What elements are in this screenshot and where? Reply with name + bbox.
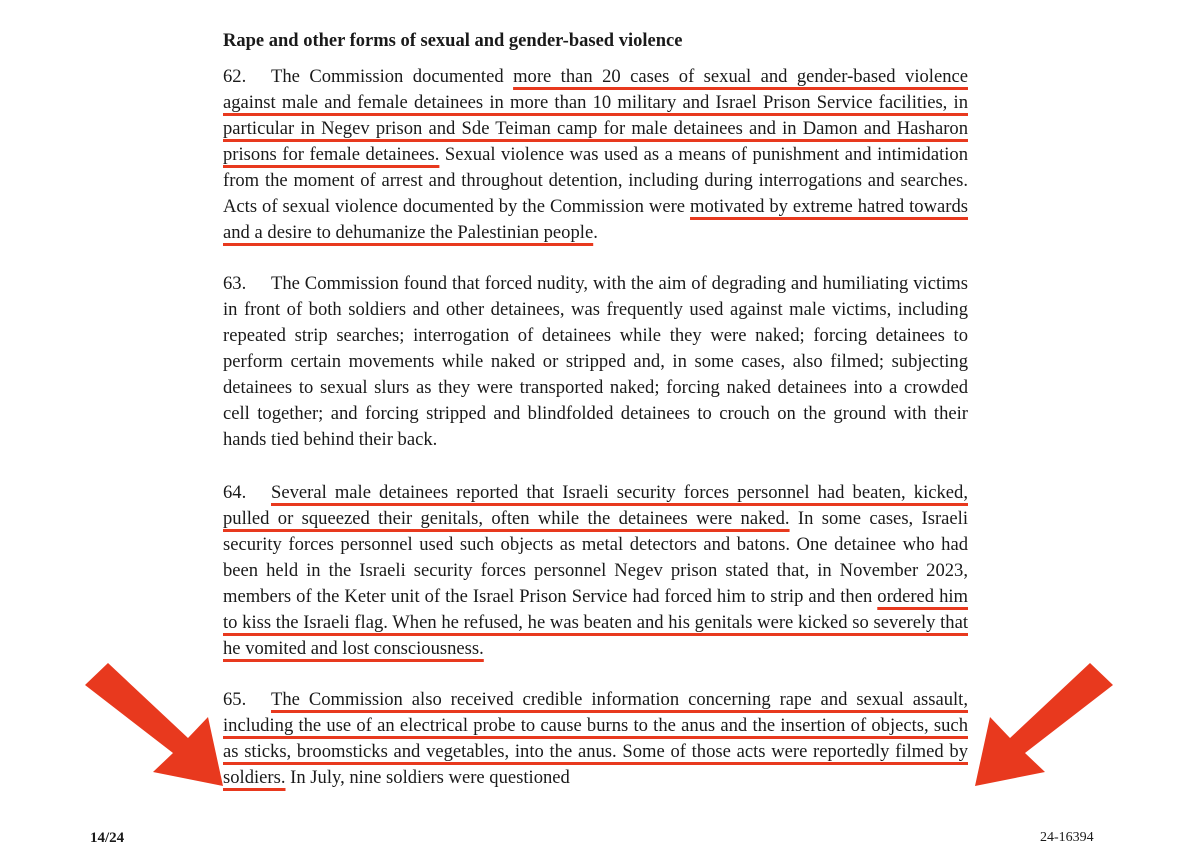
highlighted-text: The Commission also received credible information concerning rape and sexual assault, including the use of an electrical probe to cause burns to the anus and the insertion of objects, such as sticks, broomsticks and vegetables, into the anus. Some of those acts were reportedly filmed by soldiers. — [223, 689, 968, 788]
highlighted-text: Several male detainees reported that Israeli security forces personnel had beaten, kicked, pulled or squeezed their genitals, often while the detainees were naked. — [223, 482, 968, 529]
paragraph-64 — [223, 480, 968, 662]
text-segment: . — [593, 222, 598, 243]
paragraph-63 — [223, 271, 968, 453]
section-heading: Rape and other forms of sexual and gender-based violence — [223, 31, 683, 51]
highlighted-text: more than 20 cases of sexual and gender-based violence against male and female detainees in more than 10 military and Israel Prison Service facilities, in particular in Negev prison and Sde Teiman camp for male detainees and in Damon and Hasharon prisons for female detainees. — [223, 66, 968, 165]
paragraph-62 — [223, 64, 968, 246]
paragraph-number: 65. — [223, 689, 247, 710]
paragraph-number: 64. — [223, 482, 247, 503]
arrow-down-right-icon — [80, 660, 230, 790]
text-segment: Sexual violence was used as a means of punishment and intimidation from the moment of arrest and throughout detention, including during interrogations and searches. Acts of sexual violence documented by the Commission were — [223, 144, 969, 217]
page-number: 14/24 — [90, 830, 125, 846]
text-segment: The Commission documented — [271, 66, 514, 87]
text-segment: In July, nine soldiers were questioned — [285, 767, 570, 788]
paragraph-number: 63. — [223, 273, 247, 294]
text-segment: The Commission found that forced nudity, with the aim of degrading and humiliating victims in front of both soldiers and other detainees, was frequently used against male victims, including repeated strip searches; interrogation of detainees while they were naked; forcing detainees to perform certain movements while naked or stripped and, in some cases, also filmed; subjecting detainees to sexual slurs as they were transported naked; forcing naked detainees into a crowded cell together; and forcing stripped and blindfolded detainees to crouch on the ground with their hands tied behind their back. — [223, 273, 968, 450]
paragraph-number: 62. — [223, 66, 247, 87]
arrow-down-left-icon — [968, 660, 1118, 790]
document-id: 24-16394 — [1040, 830, 1094, 845]
paragraph-65 — [223, 687, 968, 791]
text-segment: In some cases, Israeli security forces personnel used such objects as metal detectors and batons. One detainee who had been held in the Israeli security forces personnel Negev prison stated that, in November 2023, members of the Keter unit of the Israel Prison Service had forced him to strip and then — [223, 508, 968, 607]
highlighted-text: motivated by extreme hatred towards and a desire to dehumanize the Palestinian people — [223, 196, 969, 243]
highlighted-text: ordered him to kiss the Israeli flag. When he refused, he was beaten and his genitals were kicked so severely that he vomited and lost consciousness. — [223, 586, 969, 659]
